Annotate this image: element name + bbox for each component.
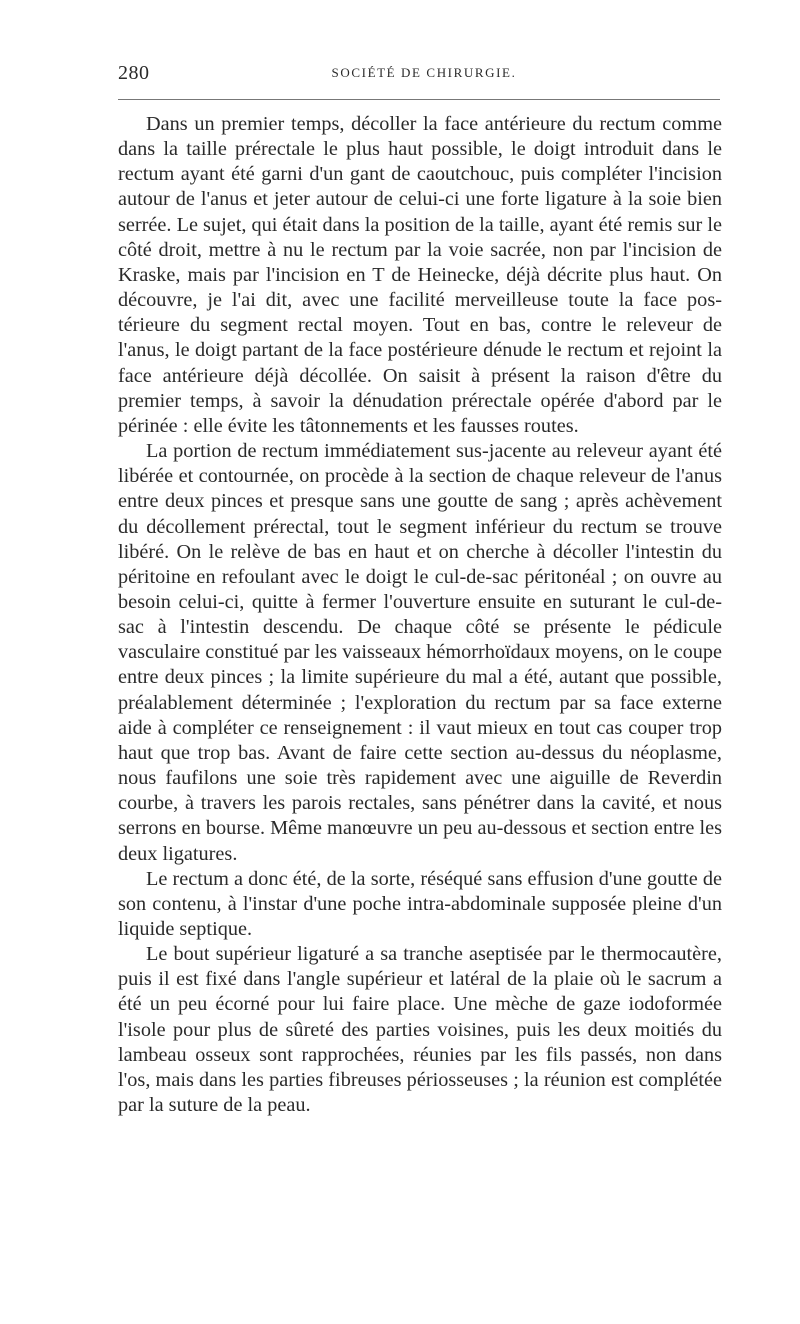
paragraph-4: Le bout supérieur ligaturé a sa tranche aseptisée par le thermocautère, puis il est fixé dans l'angle supérieur et latéral de la plaie où le sacrum a été un peu écorné pour lui faire place. Une mèche de gaze iodoformée l'isole pour plus de sûreté des parties voisines, puis les deux moitiés du lambeau osseux sont rapprochées, réunies par les fils passés, non dans l'os, mais dans les parties fibreuses périosseuses ; la réunion est complétée par la suture de la peau. bbox=[118, 943, 722, 1117]
page-number: 280 bbox=[118, 62, 150, 84]
paragraph-1: Dans un premier temps, décoller la face antérieure du rectum comme dans la taille prérectale le plus haut possible, le doigt introduit dans le rectum ayant été garni d'un gant de caoutchouc, puis compléter l'incision autour de l'anus et jeter autour de celui-ci une forte ligature à la soie bien serrée. Le sujet, qui était dans la position de la taille, ayant été remis sur le côté droit, mettre à nu le rectum par la voie sacrée, non par l'incision de Kraske, mais par l'incision en T de Heinecke, déjà décrite plus haut. On découvre, je l'ai dit, avec une facilité merveilleuse toute la face postérieure du segment rectal moyen. Tout en bas, contre le releveur de l'anus, le doigt partant de la face postérieure dénude le rectum et rejoint la face antérieure déjà décollée. On saisit à présent la raison d'être du premier temps, à savoir la dénudation prérectale opérée d'abord par le périnée : elle évite les tâtonnements et les fausses routes. bbox=[118, 113, 722, 437]
body-text bbox=[118, 112, 722, 1118]
paragraph-2: La portion de rectum immédiatement sus-jacente au releveur ayant été libérée et contournée, on procède à la section de chaque releveur de l'anus entre deux pinces et presque sans une goutte de sang ; après achèvement du décollement prérectal, tout le segment inférieur du rectum se trouve libéré. On le relève de bas en haut et on cherche à décoller l'intestin du péritoine en refoulant avec le doigt le cul-de-sac péritonéal ; on ouvre au besoin celui-ci, quitte à fermer l'ouverture ensuite en suturant le cul-de-sac à l'intestin descendu. De chaque côté se présente le pédicule vasculaire constitué par les vaisseaux hémorrhoïdaux moyens, on le coupe entre deux pinces ; la limite supérieure du mal a été, autant que possible, préalablement déterminée ; l'exploration du rectum par sa face externe aide à compléter ce renseignement : il vaut mieux en tout cas couper trop haut que trop bas. Avant de faire cette section au-dessus du néoplasme, nous faufilons une soie très rapidement avec une aiguille de Reverdin courbe, à travers les parois rectales, sans pénétrer dans la cavité, et nous serrons en bourse. Même manœuvre un peu au-dessous et section entre les deux ligatures. bbox=[118, 440, 722, 865]
header-rule bbox=[118, 99, 720, 100]
running-title: SOCIÉTÉ DE CHIRURGIE. bbox=[331, 65, 517, 80]
paragraph-3: Le rectum a donc été, de la sorte, réséqué sans effusion d'une goutte de son contenu, à l'instar d'une poche intra-abdominale supposée pleine d'un liquide septique. bbox=[118, 867, 722, 940]
running-head bbox=[118, 62, 720, 88]
